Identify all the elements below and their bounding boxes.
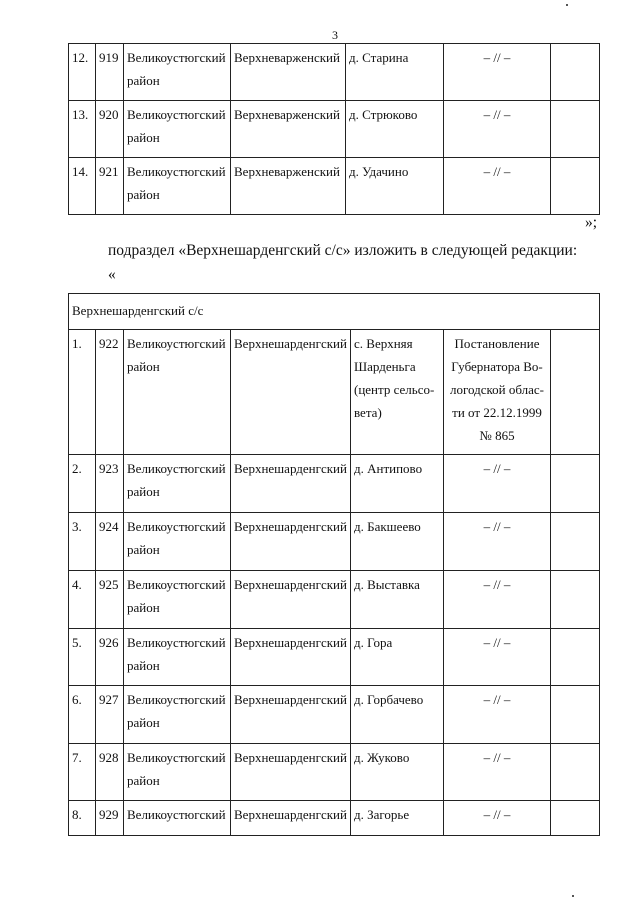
settlement-code: 927 xyxy=(96,686,124,744)
table-row xyxy=(69,686,600,744)
legal-basis: – // – xyxy=(444,801,551,836)
settlement-name: д. Выставка xyxy=(351,571,444,629)
table-row xyxy=(69,801,600,836)
district-name: Великоустюгский район xyxy=(124,158,231,215)
extra-column xyxy=(551,44,600,101)
extra-column xyxy=(551,571,600,629)
council-name: Верхневарженский xyxy=(231,44,346,101)
row-number: 4. xyxy=(69,571,96,629)
legal-basis: – // – xyxy=(444,44,551,101)
row-number: 14. xyxy=(69,158,96,215)
table-row xyxy=(69,513,600,571)
row-number: 7. xyxy=(69,744,96,801)
row-number: 1. xyxy=(69,330,96,455)
table-row xyxy=(69,158,600,215)
extra-column xyxy=(551,744,600,801)
settlement-code: 925 xyxy=(96,571,124,629)
settlement-code: 926 xyxy=(96,629,124,686)
table-row xyxy=(69,629,600,686)
closing-quote: »; xyxy=(585,214,598,231)
row-number: 5. xyxy=(69,629,96,686)
legal-basis: Постановление Губернатора Во-логодской облас-ти от 22.12.1999 № 865 xyxy=(444,330,551,455)
scan-artifact xyxy=(572,895,574,897)
legal-basis: – // – xyxy=(444,744,551,801)
settlement-name: д. Удачино xyxy=(346,158,444,215)
settlement-code: 928 xyxy=(96,744,124,801)
settlement-name: д. Гора xyxy=(351,629,444,686)
extra-column xyxy=(551,158,600,215)
district-name: Великоустюгский район xyxy=(124,455,231,513)
council-name: Верхнешарденгский xyxy=(231,571,351,629)
extra-column xyxy=(551,629,600,686)
settlement-name: д. Антипово xyxy=(351,455,444,513)
settlement-code: 929 xyxy=(96,801,124,836)
settlement-name: д. Загорье xyxy=(351,801,444,836)
district-name: Великоустюгский xyxy=(124,801,231,836)
extra-column xyxy=(551,455,600,513)
legal-basis: – // – xyxy=(444,101,551,158)
settlement-code: 919 xyxy=(96,44,124,101)
settlement-name: д. Старина xyxy=(346,44,444,101)
district-name: Великоустюгский район xyxy=(124,744,231,801)
district-name: Великоустюгский район xyxy=(124,44,231,101)
settlement-code: 923 xyxy=(96,455,124,513)
table-row xyxy=(69,330,600,455)
council-name: Верхнешарденгский xyxy=(231,513,351,571)
table-row xyxy=(69,571,600,629)
settlement-name: д. Горбачево xyxy=(351,686,444,744)
settlement-name: д. Жуково xyxy=(351,744,444,801)
settlement-name: д. Бакшеево xyxy=(351,513,444,571)
row-number: 3. xyxy=(69,513,96,571)
opening-quote: « xyxy=(108,266,116,283)
row-number: 12. xyxy=(69,44,96,101)
bottom-settlements-table xyxy=(68,293,600,836)
settlement-code: 921 xyxy=(96,158,124,215)
settlement-code: 922 xyxy=(96,330,124,455)
extra-column xyxy=(551,330,600,455)
settlement-code: 920 xyxy=(96,101,124,158)
instruction-text: подраздел «Верхнешарденгский с/с» изложить в следующей редакции: xyxy=(108,242,578,259)
settlement-name: д. Стрюково xyxy=(346,101,444,158)
table-row xyxy=(69,101,600,158)
table-row xyxy=(69,744,600,801)
extra-column xyxy=(551,101,600,158)
district-name: Великоустюгский район xyxy=(124,571,231,629)
table-row xyxy=(69,44,600,101)
top-settlements-table xyxy=(68,43,600,215)
council-name: Верхнешарденгский xyxy=(231,801,351,836)
district-name: Великоустюгский район xyxy=(124,330,231,455)
council-name: Верхнешарденгский xyxy=(231,686,351,744)
council-name: Верхнешарденгский xyxy=(231,330,351,455)
row-number: 2. xyxy=(69,455,96,513)
legal-basis: – // – xyxy=(444,686,551,744)
council-name: Верхнешарденгский xyxy=(231,744,351,801)
council-name: Верхнешарденгский xyxy=(231,455,351,513)
page-number: 3 xyxy=(332,28,338,42)
council-name: Верхнешарденгский xyxy=(231,629,351,686)
legal-basis: – // – xyxy=(444,571,551,629)
section-title: Верхнешарденгский с/с xyxy=(69,294,600,330)
district-name: Великоустюгский район xyxy=(124,513,231,571)
legal-basis: – // – xyxy=(444,158,551,215)
table-row xyxy=(69,455,600,513)
legal-basis: – // – xyxy=(444,629,551,686)
legal-basis: – // – xyxy=(444,455,551,513)
settlement-name: с. Верхняя Шарденьга (центр сельсо-вета) xyxy=(351,330,444,455)
legal-basis: – // – xyxy=(444,513,551,571)
settlement-code: 924 xyxy=(96,513,124,571)
extra-column xyxy=(551,513,600,571)
district-name: Великоустюгский район xyxy=(124,629,231,686)
council-name: Верхневарженский xyxy=(231,101,346,158)
row-number: 8. xyxy=(69,801,96,836)
extra-column xyxy=(551,801,600,836)
scan-artifact xyxy=(566,4,568,6)
extra-column xyxy=(551,686,600,744)
council-name: Верхневарженский xyxy=(231,158,346,215)
row-number: 13. xyxy=(69,101,96,158)
row-number: 6. xyxy=(69,686,96,744)
district-name: Великоустюгский район xyxy=(124,101,231,158)
district-name: Великоустюгский район xyxy=(124,686,231,744)
